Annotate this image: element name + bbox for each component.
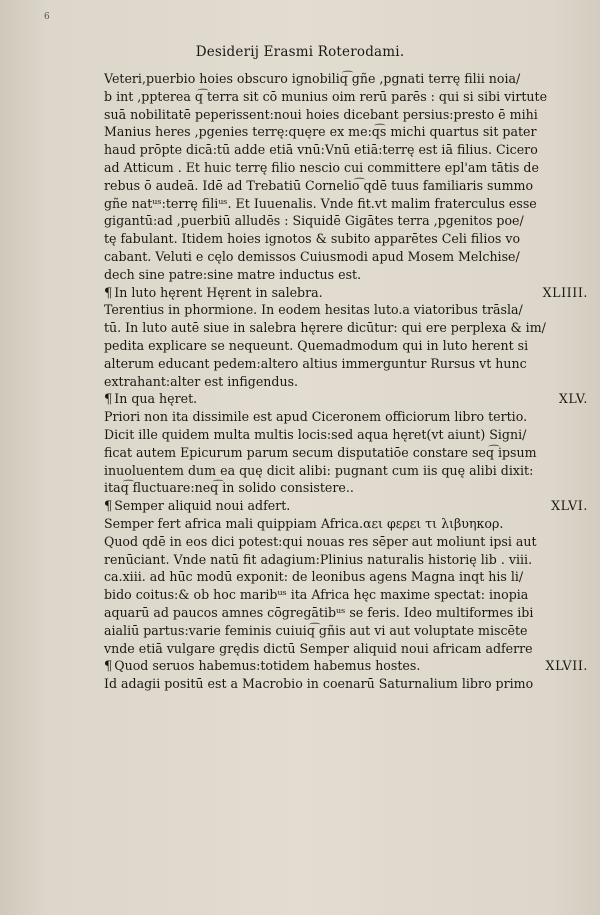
text-line: Terentius in phormione. In eodem hesitas luto.a viatoribus trāsla/ (104, 302, 523, 318)
adage-title-group (104, 390, 197, 408)
adage-title-group (104, 284, 323, 302)
text-line: ad Atticum . Et huic terrę filio nescio cui committere epl'am tātis de (104, 159, 539, 175)
text-line: Manius heres ,pgenies terrę:quęre ex me:q͡s michi quartus sit pater (104, 124, 537, 140)
text-line: gñe natᵘˢ:terrę filiᵘˢ. Et Iuuenalis. Vnde fit.vt malim fraterculus esse (104, 195, 537, 211)
text-line: Semper fert africa mali quippiam Africa.αει φερει τι λιβυηκορ. (104, 515, 504, 531)
text-line: ca.xiii. ad hūc modū exponit: de leonibus agens Magna inqt his li/ (104, 569, 524, 585)
text-line: gigantū:ad ,puerbiū alludēs : Siquidē Gigātes terra ,pgenitos poe/ (104, 213, 524, 229)
adage-title-group (104, 657, 420, 675)
adage-title: Quod seruos habemus:totidem habemus hostes. (114, 658, 421, 674)
text-line: cabant. Veluti e cęlo demissos Cuiusmodi apud Mosem Melchise/ (104, 248, 520, 264)
adage-title: In luto hęrent Hęrent in salebra. (114, 284, 323, 300)
pilcrow-icon: ¶ (104, 392, 113, 408)
folio-mark: 6 (44, 12, 50, 22)
adage-heading (104, 497, 590, 515)
adage-number: XLVI. (551, 498, 588, 514)
adage-title: In qua hęret. (114, 391, 198, 407)
text-line: inuoluentem dum ea quę dicit alibi: pugnant cum iis quę alibi dixit: (104, 462, 534, 478)
text-line: tę fabulant. Itidem hoies ignotos & subito apparētes Celi filios vo (104, 231, 521, 247)
text-line: renūciant. Vnde natū fit adagium:Plinius naturalis historię lib . viii. (104, 551, 533, 567)
text-line: alterum educant pedem:altero altius immerguntur Rursus vt hunc (104, 355, 527, 371)
running-header: Desiderij Erasmi Roterodami. (195, 44, 405, 60)
adage-number: XLIIII. (542, 284, 588, 300)
text-line: bido coitus:& ob hoc maribᵘˢ ita Africa hęc maxime spectat: inopia (104, 587, 529, 603)
text-line: Priori non ita dissimile est apud Ciceronem officiorum libro tertio. (104, 409, 528, 425)
text-line: rebus ō audeā. Idē ad Trebatiū Cornelio͡ qdē tuus familiaris summo (104, 177, 534, 193)
text-line: Id adagii positū est a Macrobio in coenarū Saturnalium libro primo (104, 676, 534, 692)
adage-number: XLVII. (545, 658, 588, 674)
text-line: pedita explicare se nequeunt. Quemadmodum qui in luto herent si (104, 337, 529, 353)
text-line: Veteri,puerbio hoies obscuro ignobiliq͡ gñe ,pgnati terrę filii noia/ (104, 71, 521, 86)
text-line: aialiū partus:varie feminis cuiuiq͡ gñis aut vi aut voluptate miscēte (104, 622, 528, 638)
text-line: suā nobilitatē peperissent:noui hoies dicebant persius:presto ē mihi (104, 106, 538, 122)
text-line: extrahant:alter est infigendus. (104, 373, 299, 389)
text-line: Quod qdē in eos dici potest:qui nouas res sēper aut moliunt ipsi aut (104, 533, 537, 549)
text-line: b int ,ppterea q͡ terra sit cō munius oim rerū parēs : qui si sibi virtute (104, 88, 548, 104)
page-body (104, 70, 590, 693)
text-line: Dicit ille quidem multa multis locis:sed aqua hęret(vt aiunt) Signi/ (104, 426, 527, 442)
text-line: haud prōpte dicā:tū adde etiā vnū:Vnū etiā:terrę est iā filius. Cicero (104, 142, 538, 158)
adage-title-group (104, 497, 290, 515)
text-line: dech sine patre:sine matre inductus est. (104, 266, 362, 282)
text-line: itaq͡ fluctuare:neq͡ in solido consistere.. (104, 480, 354, 496)
adage-heading (104, 657, 590, 675)
pilcrow-icon: ¶ (104, 285, 113, 301)
pilcrow-icon: ¶ (104, 499, 113, 515)
text-line: ficat autem Epicurum parum secum disputatiōe constare seq͡ ipsum (104, 444, 537, 460)
text-line: tū. In luto autē siue in salebra hęrere dicūtur: qui ere perplexa & im/ (104, 320, 546, 336)
text-line: aquarū ad paucos amnes cōgregātibᵘˢ se feris. Ideo multiformes ibi (104, 604, 534, 620)
adage-heading (104, 284, 590, 302)
pilcrow-icon: ¶ (104, 659, 113, 675)
adage-title: Semper aliquid noui adfert. (114, 498, 291, 514)
text-line: vnde etiā vulgare grędis dictū Semper aliquid noui africam adferre (104, 640, 533, 656)
adage-heading (104, 390, 590, 408)
adage-number: XLV. (558, 391, 588, 407)
